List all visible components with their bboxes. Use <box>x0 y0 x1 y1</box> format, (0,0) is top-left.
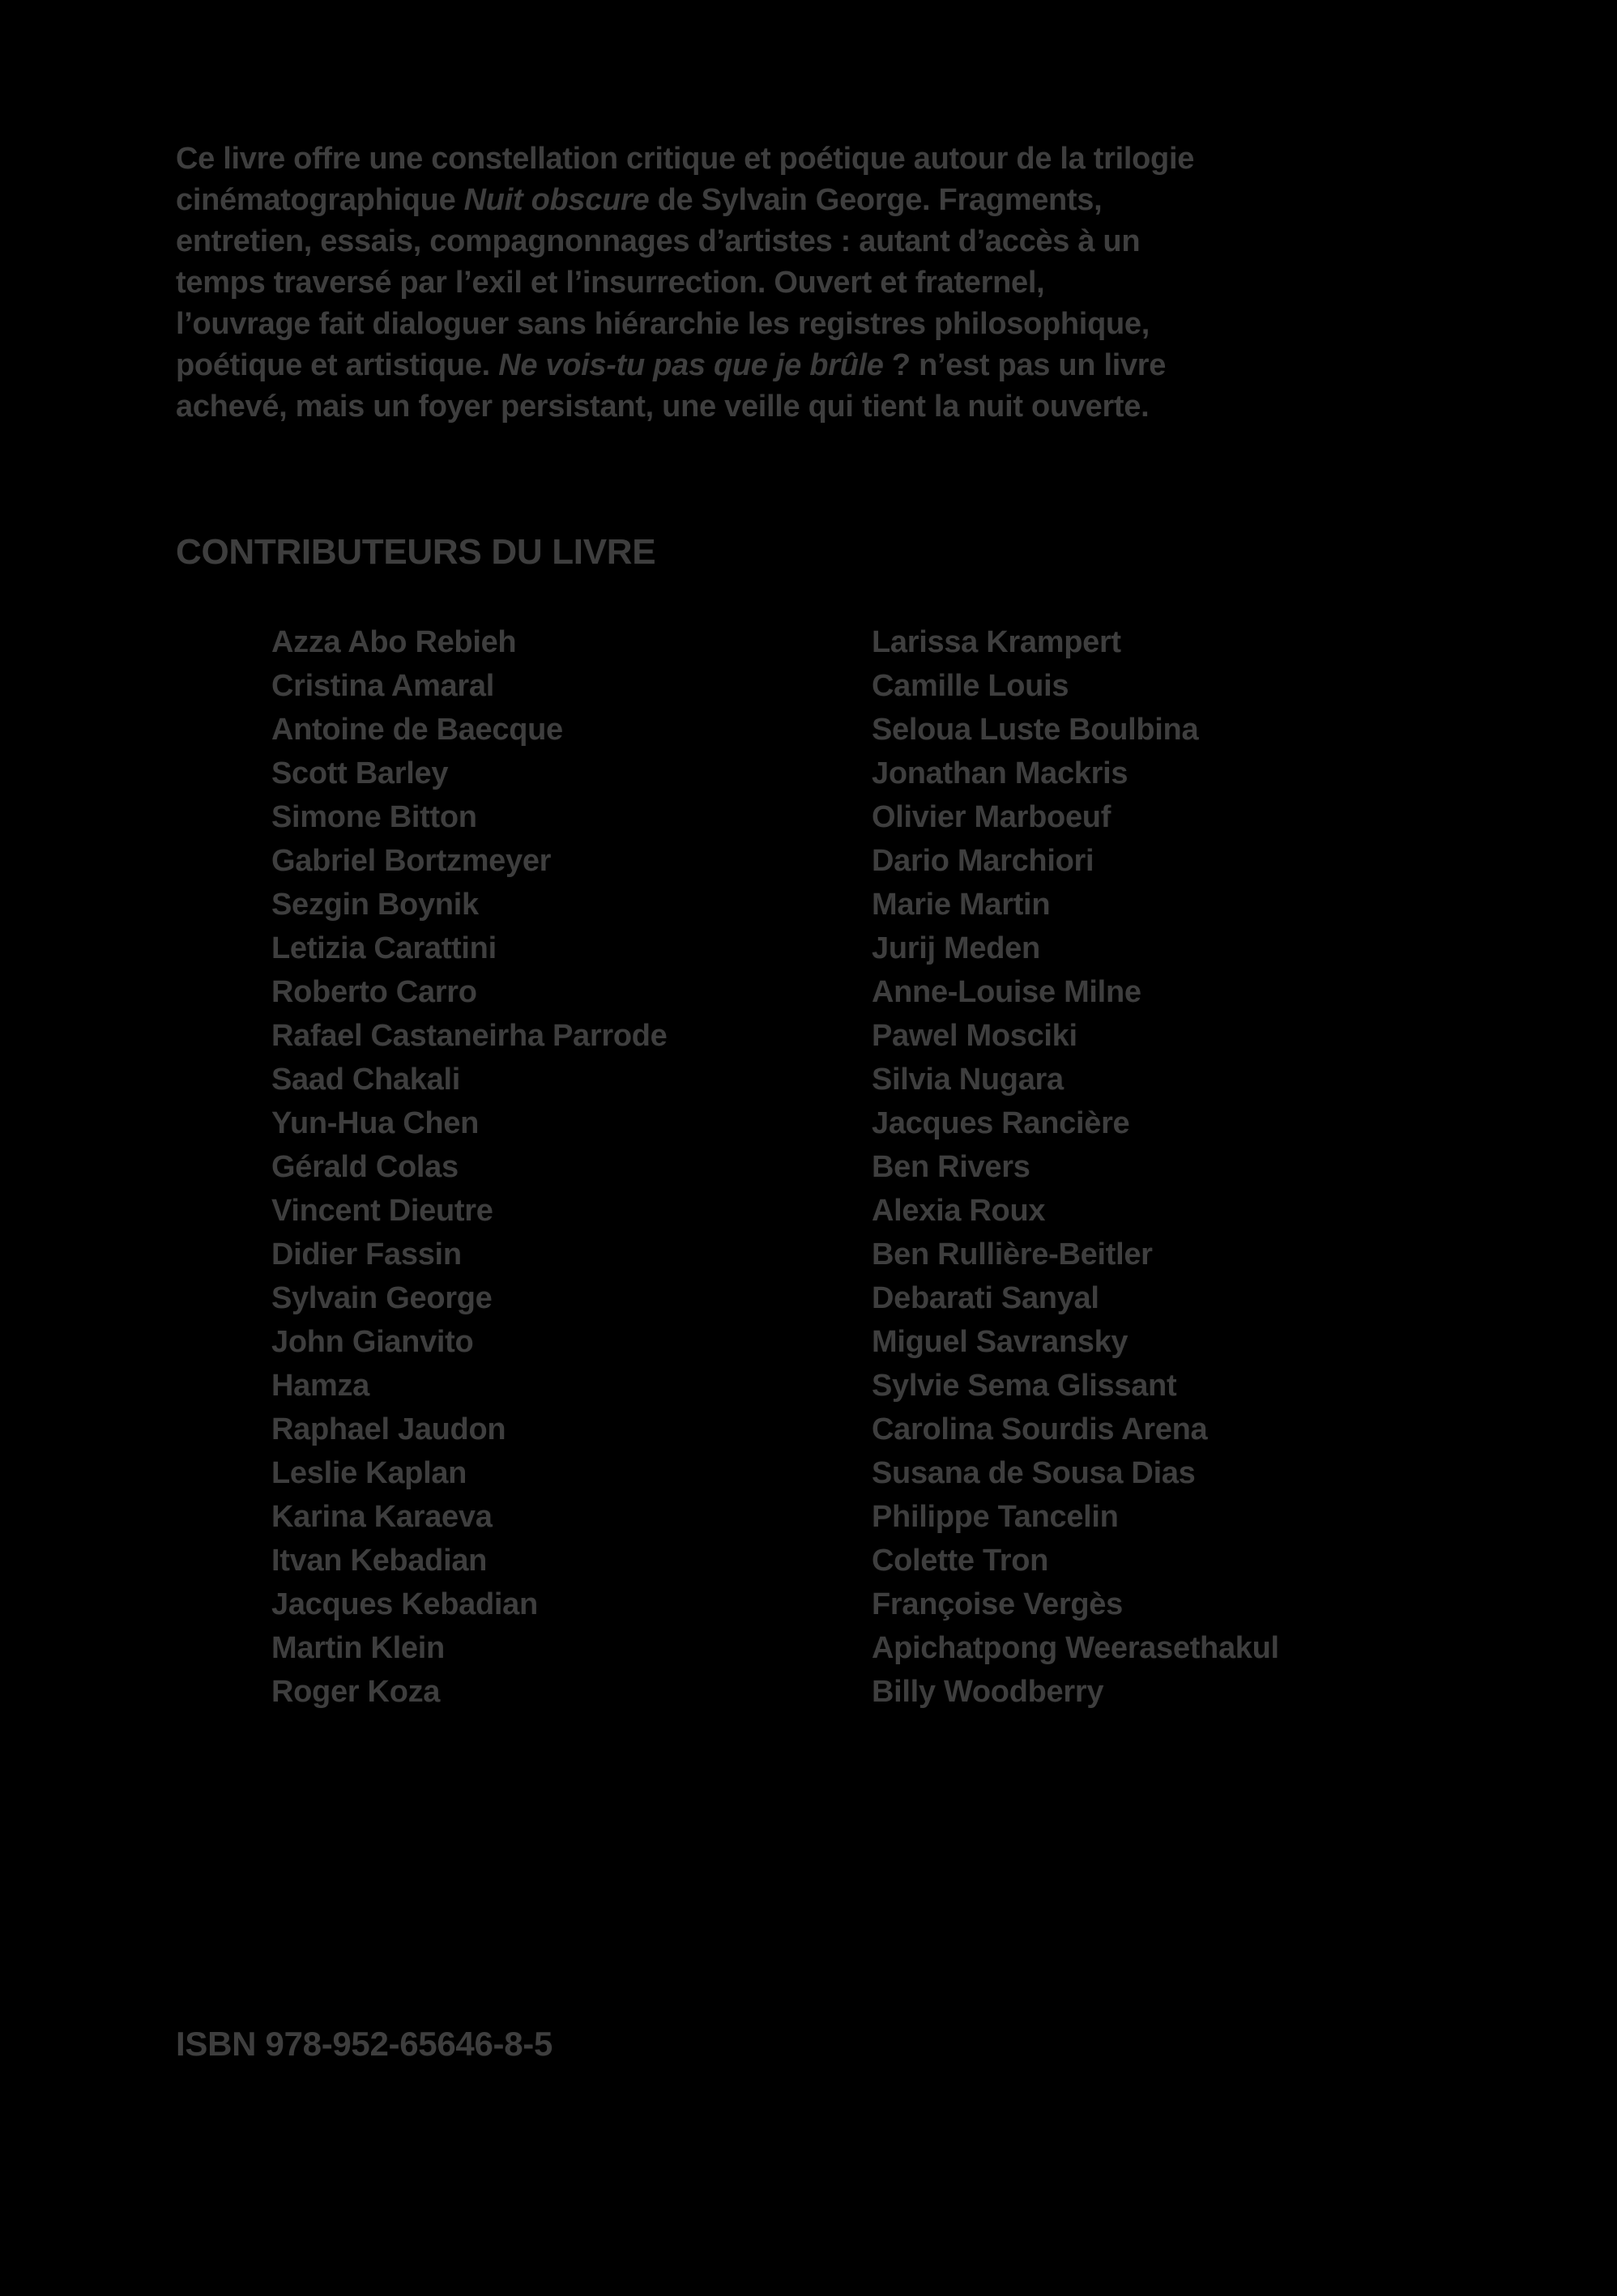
contributor-name: Martin Klein <box>271 1631 445 1665</box>
contributor-name: Rafael Castaneirha Parrode <box>271 1019 668 1053</box>
contributor-name: Yun-Hua Chen <box>271 1106 480 1140</box>
contributor-name: Françoise Vergès <box>872 1587 1123 1621</box>
contributor-name: Carolina Sourdis Arena <box>872 1412 1208 1446</box>
contributor-name: Dario Marchiori <box>872 844 1094 878</box>
blurb-line <box>176 221 1194 262</box>
contributor-name: Philippe Tancelin <box>872 1500 1119 1534</box>
blurb-text: de Sylvain George. Fragments, <box>649 183 1103 217</box>
contributor-name: Raphael Jaudon <box>271 1412 506 1446</box>
contributors-heading: CONTRIBUTEURS DU LIVRE <box>176 532 656 572</box>
contributors-column-right <box>872 620 1279 1714</box>
contributor-name: Jacques Kebadian <box>271 1587 538 1621</box>
blurb-line <box>176 180 1194 221</box>
blurb-text: achevé, mais un foyer persistant, une veille qui tient la nuit ouverte. <box>176 390 1150 424</box>
contributor-name: Gabriel Bortzmeyer <box>271 844 552 878</box>
contributor-name: Alexia Roux <box>872 1194 1046 1228</box>
contributor-name: Saad Chakali <box>271 1063 460 1097</box>
blurb-text: cinématographique <box>176 183 464 217</box>
contributor-name: Olivier Marboeuf <box>872 800 1111 834</box>
contributor-name: Gérald Colas <box>271 1150 459 1184</box>
blurb-line <box>176 262 1194 304</box>
book-blurb-paragraph <box>176 138 1194 428</box>
contributor-name: Antoine de Baecque <box>271 713 563 747</box>
contributor-name: Letizia Carattini <box>271 931 497 965</box>
contributor-name: Simone Bitton <box>271 800 477 834</box>
contributor-name: Camille Louis <box>872 669 1069 703</box>
contributors-column-left <box>271 620 668 1714</box>
blurb-text: l’ouvrage fait dialoguer sans hiérarchie les registres philosophique, <box>176 307 1150 341</box>
contributor-name: Miguel Savransky <box>872 1325 1128 1359</box>
contributor-name: Jacques Rancière <box>872 1106 1130 1140</box>
contributor-name: Jurij Meden <box>872 931 1040 965</box>
contributor-name: Colette Tron <box>872 1544 1049 1578</box>
contributor-name: Cristina Amaral <box>271 669 494 703</box>
contributor-name: Roberto Carro <box>271 975 477 1009</box>
contributor-name: Pawel Mosciki <box>872 1019 1077 1053</box>
contributor-name: Marie Martin <box>872 888 1051 922</box>
contributor-name: Karina Karaeva <box>271 1500 493 1534</box>
contributor-name: Roger Koza <box>271 1675 441 1709</box>
blurb-text: ? n’est pas un livre <box>883 348 1167 382</box>
contributor-name: Sylvain George <box>271 1281 493 1315</box>
blurb-line <box>176 304 1194 345</box>
blurb-text: temps traversé par l’exil et l’insurrection. Ouvert et fraternel, <box>176 266 1045 300</box>
contributor-name: Hamza <box>271 1369 369 1403</box>
contributor-name: Leslie Kaplan <box>271 1456 467 1490</box>
contributor-name: Didier Fassin <box>271 1237 462 1272</box>
contributor-name: John Gianvito <box>271 1325 474 1359</box>
blurb-italic-title: Nuit obscure <box>463 183 650 217</box>
contributor-name: Sezgin Boynik <box>271 888 479 922</box>
contributor-name: Apichatpong Weerasethakul <box>872 1631 1279 1665</box>
contributor-name: Anne-Louise Milne <box>872 975 1141 1009</box>
contributor-name: Scott Barley <box>271 756 449 790</box>
isbn-text: ISBN 978-952-65646-8-5 <box>176 2025 553 2063</box>
blurb-italic-title: Ne vois-tu pas que je brûle <box>498 348 884 382</box>
blurb-line <box>176 345 1194 386</box>
blurb-text: poétique et artistique. <box>176 348 499 382</box>
contributor-name: Itvan Kebadian <box>271 1544 488 1578</box>
contributor-name: Debarati Sanyal <box>872 1281 1099 1315</box>
blurb-text: Ce livre offre une constellation critique et poétique autour de la trilogie <box>176 142 1195 176</box>
contributor-name: Ben Rivers <box>872 1150 1030 1184</box>
blurb-line <box>176 138 1194 180</box>
contributor-name: Seloua Luste Boulbina <box>872 713 1199 747</box>
contributor-name: Ben Rullière-Beitler <box>872 1237 1153 1272</box>
contributor-name: Jonathan Mackris <box>872 756 1128 790</box>
blurb-line <box>176 386 1194 428</box>
contributor-name: Sylvie Sema Glissant <box>872 1369 1177 1403</box>
blurb-text: entretien, essais, compagnonnages d’artistes : autant d’accès à un <box>176 224 1141 258</box>
contributor-name: Larissa Krampert <box>872 625 1121 659</box>
contributor-name: Susana de Sousa Dias <box>872 1456 1196 1490</box>
contributor-name: Silvia Nugara <box>872 1063 1064 1097</box>
contributor-name: Azza Abo Rebieh <box>271 625 517 659</box>
contributor-name: Vincent Dieutre <box>271 1194 493 1228</box>
contributor-name: Billy Woodberry <box>872 1675 1104 1709</box>
